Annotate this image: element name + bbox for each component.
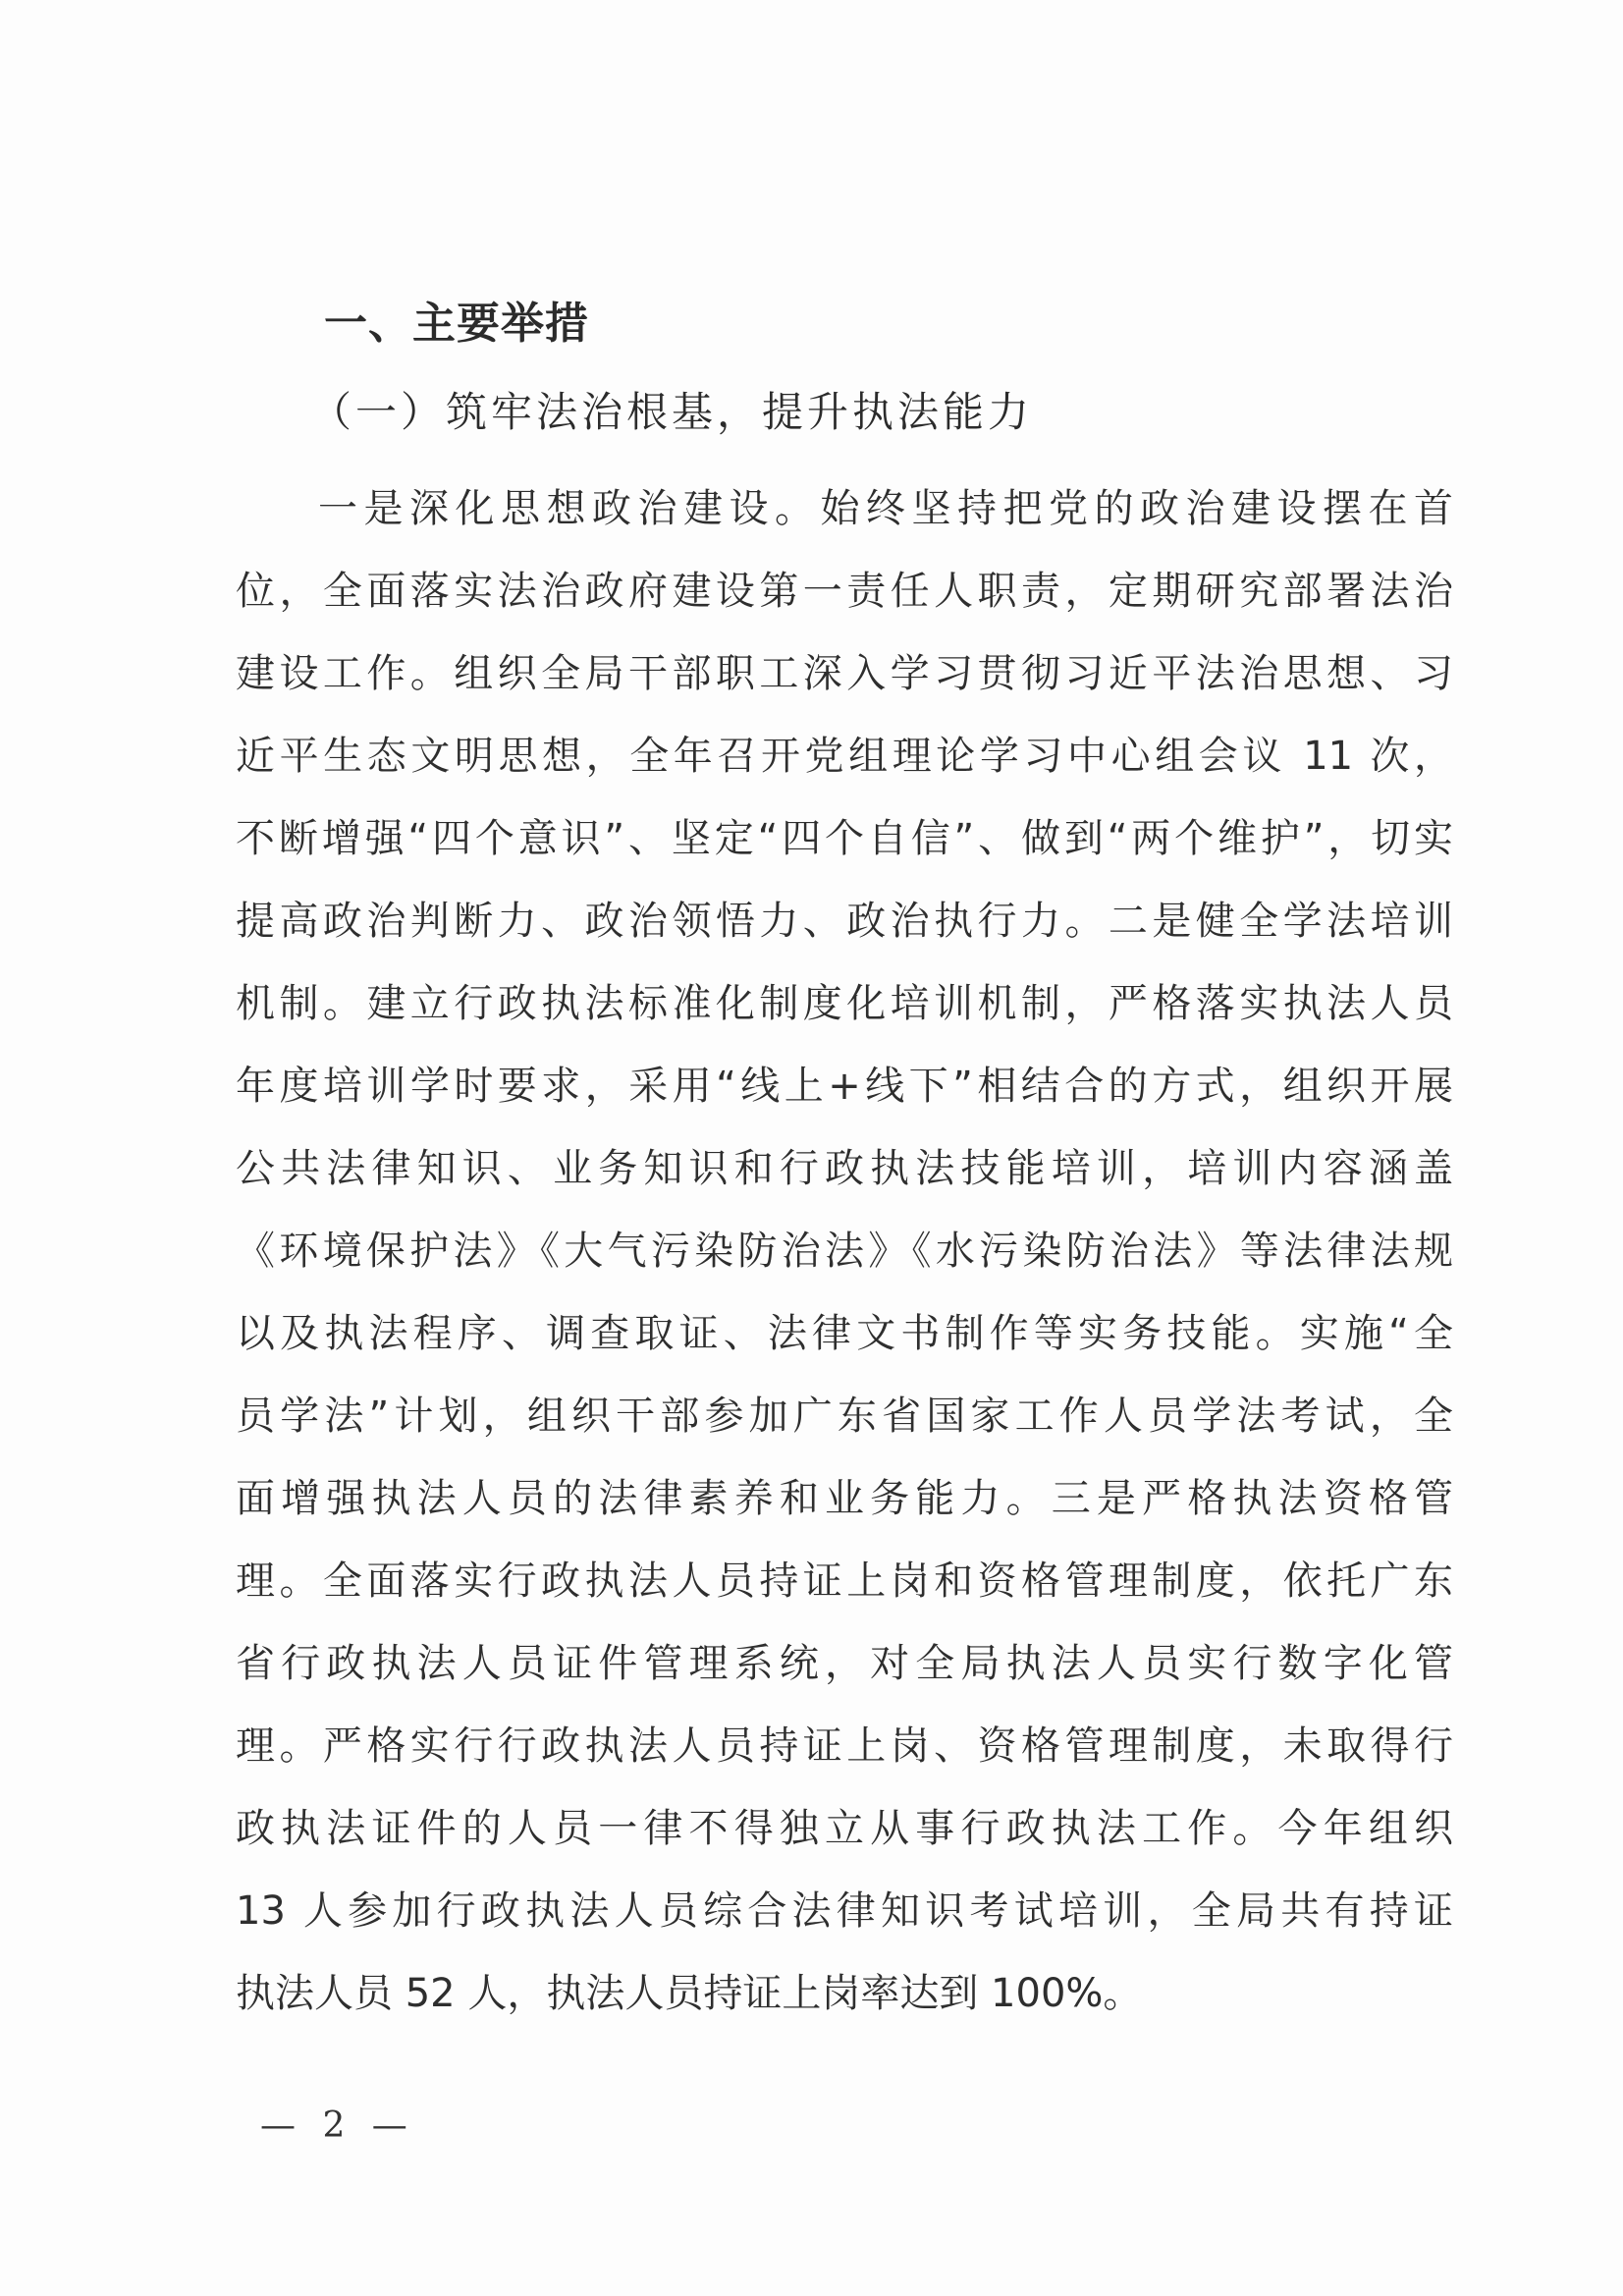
paragraph-line: 13 人参加行政执法人员综合法律知识考试培训，全局共有持证: [236, 1888, 1453, 1934]
paragraph-line: 公共法律知识、业务知识和行政执法技能培训，培训内容涵盖: [236, 1146, 1453, 1191]
section-heading: 一、主要举措: [324, 299, 589, 349]
paragraph-line: 面增强执法人员的法律素养和业务能力。三是严格执法资格管: [236, 1476, 1453, 1521]
body-paragraph: [236, 467, 1453, 2035]
subsection-heading: （一）筑牢法治根基，提升执法能力: [310, 388, 1034, 436]
paragraph-line: 省行政执法人员证件管理系统，对全局执法人员实行数字化管: [236, 1641, 1453, 1686]
paragraph-line: 政执法证件的人员一律不得独立从事行政执法工作。今年组织: [236, 1806, 1453, 1851]
paragraph-line: 建设工作。组织全局干部职工深入学习贯彻习近平法治思想、习: [236, 651, 1453, 696]
paragraph-line: 不断增强“四个意识”、坚定“四个自信”、做到“两个维护”，切实: [236, 816, 1453, 861]
paragraph-line: 位，全面落实法治政府建设第一责任人职责，定期研究部署法治: [236, 569, 1453, 614]
paragraph-line: 员学法”计划，组织干部参加广东省国家工作人员学法考试，全: [236, 1394, 1453, 1439]
paragraph-line: 执法人员 52 人，执法人员持证上岗率达到 100%。: [236, 1971, 1143, 2016]
page-number: — 2 —: [260, 2105, 415, 2146]
paragraph-line: 理。全面落实行政执法人员持证上岗和资格管理制度，依托广东: [236, 1558, 1453, 1604]
paragraph-line: 机制。建立行政执法标准化制度化培训机制，严格落实执法人员: [236, 981, 1453, 1026]
paragraph-line: 以及执法程序、调查取证、法律文书制作等实务技能。实施“全: [236, 1311, 1453, 1356]
paragraph-line: 《环境保护法》《大气污染防治法》《水污染防治法》等法律法规: [236, 1229, 1453, 1274]
paragraph-line: 年度培训学时要求，采用“线上+线下”相结合的方式，组织开展: [236, 1064, 1453, 1109]
paragraph-line: 一是深化思想政治建设。始终坚持把党的政治建设摆在首: [318, 486, 1453, 531]
paragraph-line: 提高政治判断力、政治领悟力、政治执行力。二是健全学法培训: [236, 899, 1453, 944]
paragraph-line: 近平生态文明思想，全年召开党组理论学习中心组会议 11 次，: [236, 734, 1453, 779]
paragraph-line: 理。严格实行行政执法人员持证上岗、资格管理制度，未取得行: [236, 1723, 1453, 1769]
